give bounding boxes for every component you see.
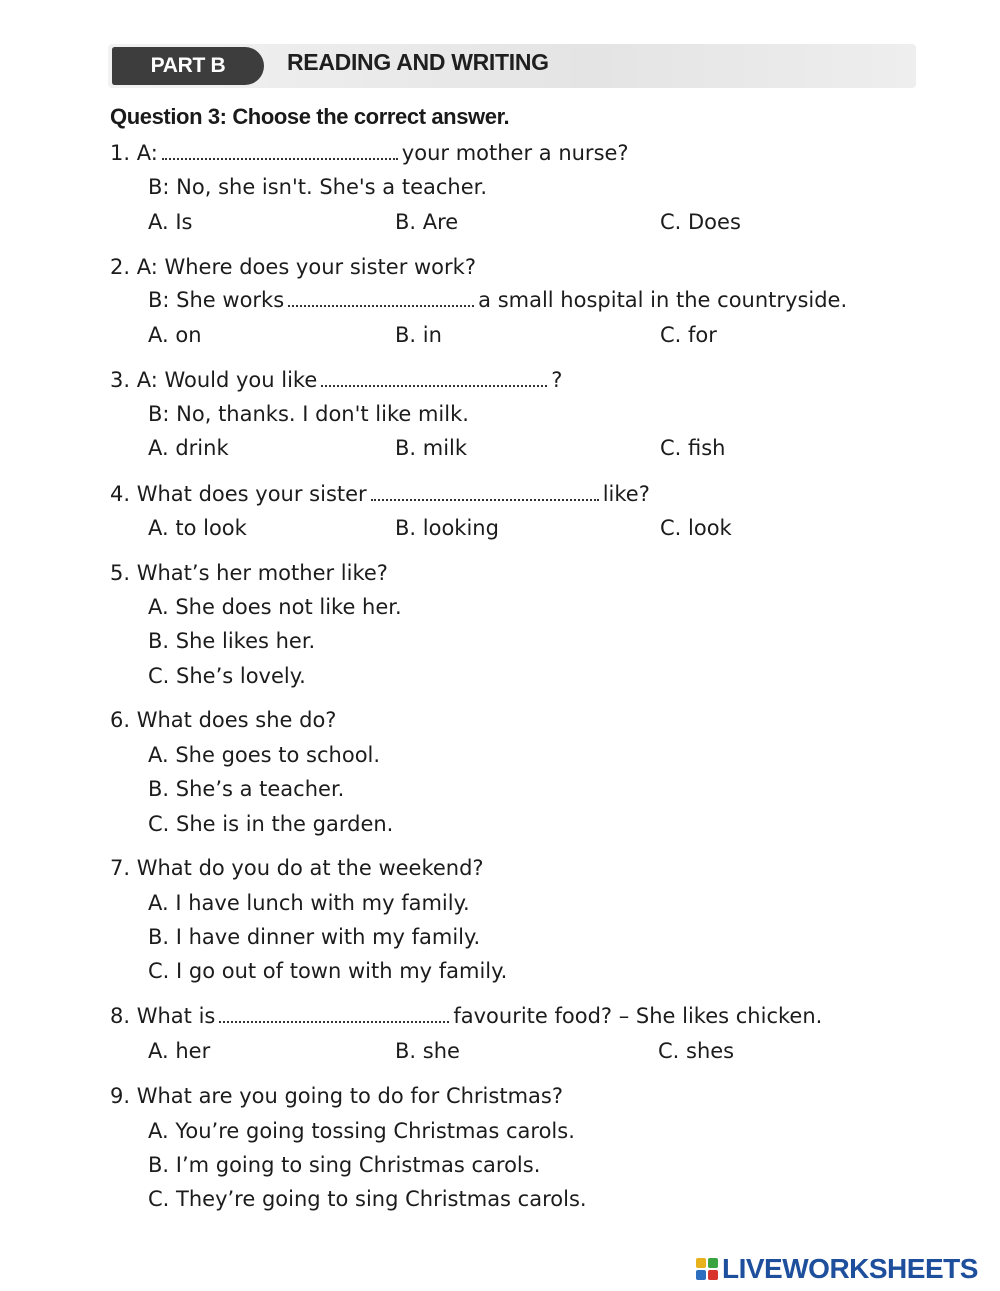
q5-option-a[interactable]: A. She does not like her. bbox=[148, 595, 402, 619]
q5-line-1: 5. What’s her mother like? bbox=[110, 561, 388, 585]
logo-square bbox=[708, 1258, 718, 1268]
q4-prompt-end: like? bbox=[602, 482, 650, 506]
q9-line-1: 9. What are you going to do for Christmas? bbox=[110, 1084, 563, 1108]
q4-option-b[interactable]: B. looking bbox=[395, 516, 499, 540]
q2-option-c[interactable]: C. for bbox=[660, 323, 717, 347]
q3-line-1 bbox=[110, 368, 562, 392]
q1-option-a[interactable]: A. Is bbox=[148, 210, 193, 234]
q6-line-1: 6. What does she do? bbox=[110, 708, 337, 732]
q6-option-c[interactable]: C. She is in the garden. bbox=[148, 812, 394, 836]
q2-option-a[interactable]: A. on bbox=[148, 323, 202, 347]
q3-prompt-start: 3. A: Would you like bbox=[110, 368, 318, 392]
q5-option-b[interactable]: B. She likes her. bbox=[148, 629, 316, 653]
q3-line-2: B: No, thanks. I don't like milk. bbox=[148, 402, 469, 426]
q4-answer-blank[interactable] bbox=[371, 496, 599, 501]
q5-option-c[interactable]: C. She’s lovely. bbox=[148, 664, 306, 688]
q6-option-b[interactable]: B. She’s a teacher. bbox=[148, 777, 345, 801]
q8-line-1 bbox=[110, 1004, 822, 1028]
q4-line-1 bbox=[110, 482, 650, 506]
q8-prompt-end: favourite food? – She likes chicken. bbox=[453, 1004, 823, 1028]
q9-option-c[interactable]: C. They’re going to sing Christmas carols. bbox=[148, 1187, 587, 1211]
q7-option-a[interactable]: A. I have lunch with my family. bbox=[148, 891, 470, 915]
logo-square bbox=[708, 1270, 718, 1280]
section-title: READING AND WRITING bbox=[287, 49, 549, 75]
q7-line-1: 7. What do you do at the weekend? bbox=[110, 856, 484, 880]
liveworksheets-brand-text: LIVEWORKSHEETS bbox=[722, 1253, 978, 1284]
liveworksheets-logo[interactable] bbox=[696, 1254, 978, 1284]
q8-option-b[interactable]: B. she bbox=[395, 1039, 460, 1063]
q4-prompt-start: 4. What does your sister bbox=[110, 482, 367, 506]
q4-option-c[interactable]: C. look bbox=[660, 516, 732, 540]
q2-option-b[interactable]: B. in bbox=[395, 323, 442, 347]
q1-prompt-end: your mother a nurse? bbox=[401, 141, 629, 165]
q3-option-a[interactable]: A. drink bbox=[148, 436, 229, 460]
q3-answer-blank[interactable] bbox=[321, 382, 547, 387]
q3-option-b[interactable]: B. milk bbox=[395, 436, 468, 460]
question-instruction: Question 3: Choose the correct answer. bbox=[110, 104, 510, 129]
q1-option-b[interactable]: B. Are bbox=[395, 210, 459, 234]
q9-option-a[interactable]: A. You’re going tossing Christmas carols. bbox=[148, 1119, 575, 1143]
q1-line-2: B: No, she isn't. She's a teacher. bbox=[148, 175, 488, 199]
liveworksheets-logo-icon bbox=[696, 1258, 718, 1280]
q2-line-2 bbox=[148, 288, 847, 312]
q1-option-c[interactable]: C. Does bbox=[660, 210, 741, 234]
q9-option-b[interactable]: B. I’m going to sing Christmas carols. bbox=[148, 1153, 541, 1177]
q8-option-a[interactable]: A. her bbox=[148, 1039, 211, 1063]
q3-prompt-end: ? bbox=[551, 368, 563, 392]
q3-option-c[interactable]: C. fish bbox=[660, 436, 726, 460]
q7-option-b[interactable]: B. I have dinner with my family. bbox=[148, 925, 481, 949]
q6-option-a[interactable]: A. She goes to school. bbox=[148, 743, 381, 767]
logo-square bbox=[696, 1270, 706, 1280]
q2-answer-blank[interactable] bbox=[288, 302, 474, 307]
q1-prompt-start: 1. A: bbox=[110, 141, 158, 165]
q7-option-c[interactable]: C. I go out of town with my family. bbox=[148, 959, 508, 983]
q4-option-a[interactable]: A. to look bbox=[148, 516, 247, 540]
q1-line-1 bbox=[110, 141, 629, 165]
q2-prompt-end: a small hospital in the countryside. bbox=[478, 288, 848, 312]
logo-square bbox=[696, 1258, 706, 1268]
part-label: PART B bbox=[112, 47, 264, 85]
q8-option-c[interactable]: C. shes bbox=[658, 1039, 735, 1063]
q2-prompt-start: B: She works bbox=[148, 288, 285, 312]
q1-answer-blank[interactable] bbox=[162, 155, 398, 160]
q2-line-1: 2. A: Where does your sister work? bbox=[110, 255, 476, 279]
q8-answer-blank[interactable] bbox=[219, 1018, 449, 1023]
q8-prompt-start: 8. What is bbox=[110, 1004, 216, 1028]
